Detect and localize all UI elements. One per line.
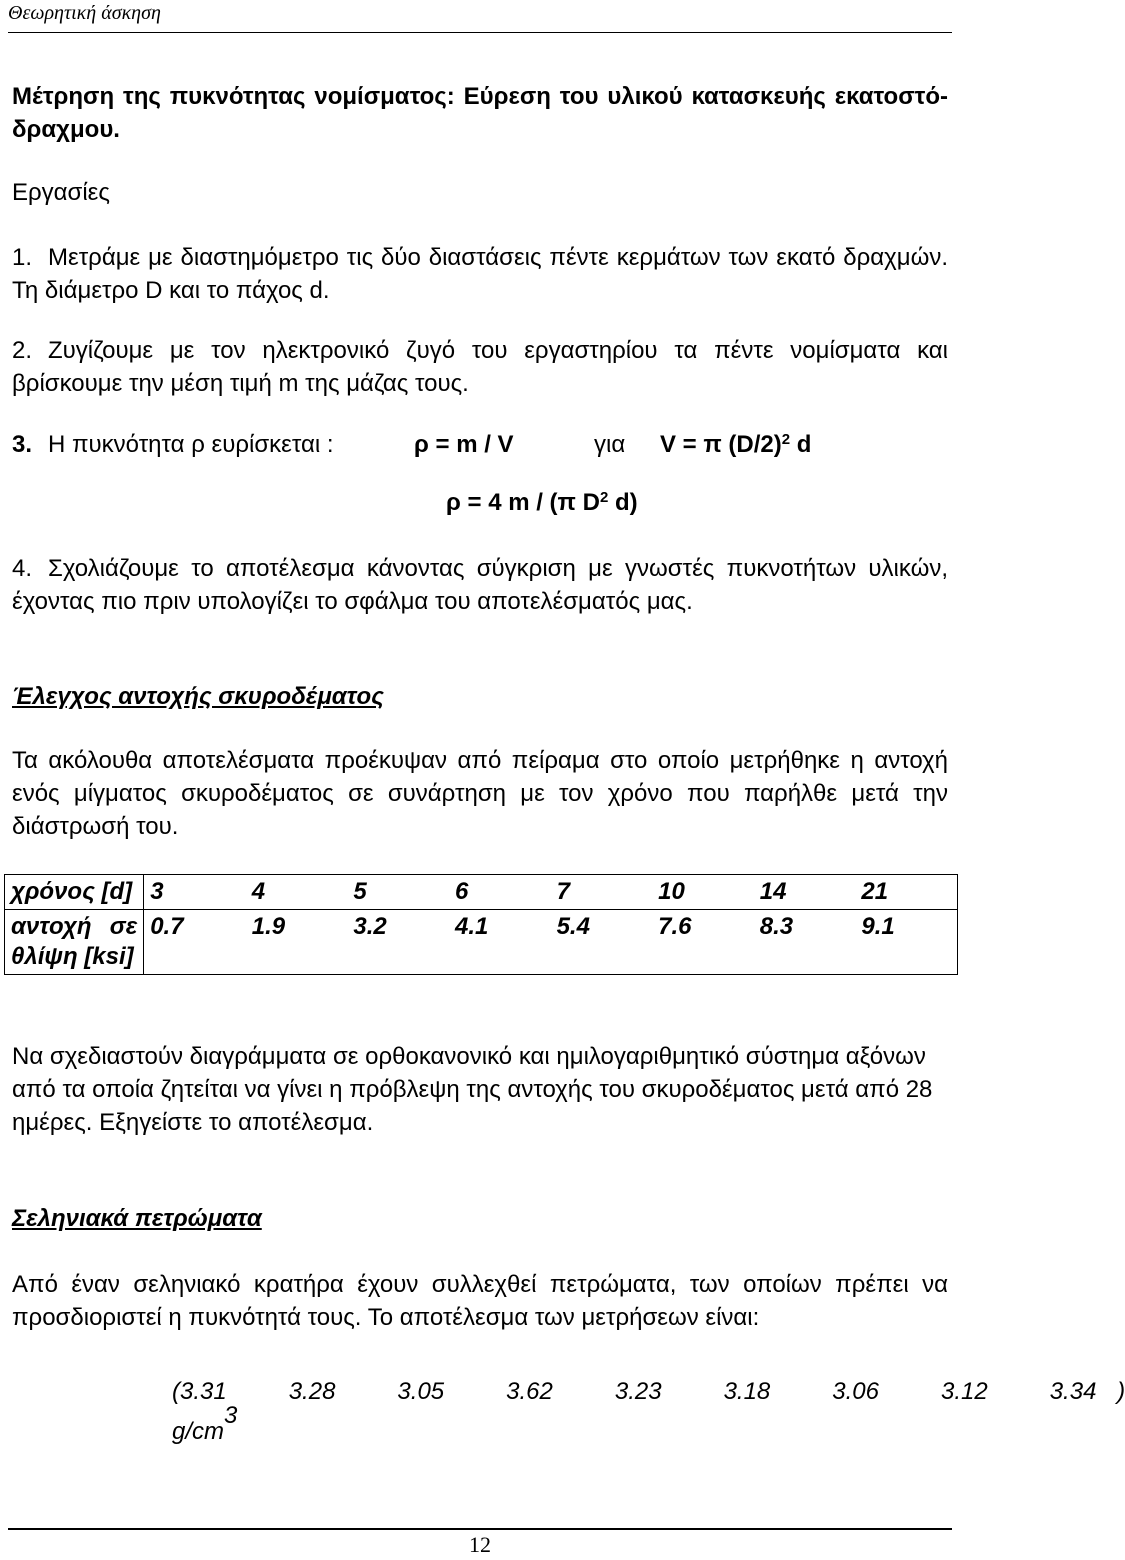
task-text: Η πυκνότητα ρ ευρίσκεται : bbox=[48, 431, 334, 458]
section2-intro: Τα ακόλουθα αποτελέσματα προέκυψαν από πείραμα στο οποίο μετρήθηκε η αντοχή ενός μίγματος σκυροδέματος σε συνάρτηση με τον χρόνο που παρήλθε μετά την διάστρωσή του. bbox=[12, 747, 948, 840]
task-number: 2. bbox=[12, 337, 33, 364]
formula-for-word: για bbox=[594, 431, 626, 458]
section2-task: Να σχεδιαστούν διαγράμματα σε ορθοκανονικό και ημιλογαριθμητικό σύστημα αξόνων από τα οποία ζητείται να γίνει η πρόβλεψη της αντοχής του σκυροδέματος μετά από 28 ημέρες. Εξηγείστε το αποτέλεσμα. bbox=[12, 1043, 933, 1136]
measurement-values: (3.31 3.28 3.05 3.62 3.23 3.18 3.06 3.12 3.34 ) bbox=[172, 1378, 1125, 1405]
table-row bbox=[5, 875, 958, 910]
running-header: Θεωρητική άσκηση bbox=[8, 2, 161, 24]
volume-formula-tail: d bbox=[790, 431, 812, 458]
table-cell: 5 bbox=[347, 875, 449, 910]
row-header-time: χρόνος [d] bbox=[5, 875, 144, 910]
table-cell: 21 bbox=[855, 875, 957, 910]
task-number: 1. bbox=[12, 244, 33, 271]
section1-title: Μέτρηση της πυκνότητας νομίσματος: Εύρεση του υλικού κατασκευής εκατοστό-δραχμου. bbox=[12, 83, 948, 143]
combined-formula-tail: d) bbox=[608, 489, 638, 516]
task-text: Ζυγίζουμε με τον ηλεκτρονικό ζυγό του εργαστηρίου τα πέντε νομίσματα και βρίσκουμε την μέση τιμή m της μάζας τους. bbox=[12, 337, 948, 397]
task-text: Σχολιάζουμε το αποτέλεσμα κάνοντας σύγκριση με γνωστές πυκνοτήτων υλικών, έχοντας πιο πριν υπολογίζει το σφάλμα του αποτελέσματός μας. bbox=[12, 555, 948, 615]
density-unit-base: g/cm bbox=[172, 1418, 225, 1445]
table-cell: 4 bbox=[246, 875, 348, 910]
footer-rule bbox=[8, 1528, 952, 1530]
task-item-2 bbox=[12, 334, 948, 400]
table-cell: 8.3 bbox=[754, 910, 856, 975]
section3-title: Σεληνιακά πετρώματα bbox=[12, 1205, 262, 1232]
table-cell: 6 bbox=[449, 875, 551, 910]
task-number: 3. bbox=[12, 431, 33, 458]
table-cell: 1.9 bbox=[246, 910, 348, 975]
row-header-strength: αντοχή σε θλίψη [ksi] bbox=[5, 910, 144, 975]
combined-formula-exponent: 2 bbox=[599, 489, 609, 506]
table-row bbox=[5, 910, 958, 975]
density-formula: ρ = m / V bbox=[414, 431, 514, 458]
volume-formula-base: V = π (D/2) bbox=[660, 431, 782, 458]
section3-intro: Από έναν σεληνιακό κρατήρα έχουν συλλεχθεί πετρώματα, των οποίων πρέπει να προσδιοριστεί η πυκνότητά τους. Το αποτέλεσμα των μετρήσεων είναι: bbox=[12, 1271, 948, 1331]
section2-title: Έλεγχος αντοχής σκυροδέματος bbox=[12, 683, 384, 710]
table-cell: 14 bbox=[754, 875, 856, 910]
table-cell: 9.1 bbox=[855, 910, 957, 975]
table-cell: 3 bbox=[144, 875, 246, 910]
table-cell: 4.1 bbox=[449, 910, 551, 975]
table-cell: 7 bbox=[551, 875, 653, 910]
volume-formula-exponent: 2 bbox=[781, 431, 791, 448]
table-cell: 0.7 bbox=[144, 910, 246, 975]
task-number: 4. bbox=[12, 555, 33, 582]
header-rule bbox=[8, 32, 952, 33]
table-cell: 3.2 bbox=[347, 910, 449, 975]
task-text: Μετράμε με διαστημόμετρο τις δύο διαστάσεις πέντε κερμάτων των εκατό δραχμών. Τη διάμετρο D και το πάχος d. bbox=[12, 244, 948, 304]
task-item-4 bbox=[12, 552, 948, 618]
table-cell: 5.4 bbox=[551, 910, 653, 975]
table-cell: 10 bbox=[652, 875, 754, 910]
volume-formula bbox=[660, 428, 811, 461]
concrete-data-table bbox=[4, 874, 958, 975]
density-unit bbox=[172, 1402, 238, 1445]
density-unit-exponent: 3 bbox=[224, 1402, 238, 1429]
rock-density-measurements bbox=[172, 1372, 1125, 1452]
task-item-1 bbox=[12, 241, 948, 307]
table-cell: 7.6 bbox=[652, 910, 754, 975]
combined-formula-base: ρ = 4 m / (π D bbox=[446, 489, 600, 516]
page-number: 12 bbox=[469, 1532, 491, 1557]
combined-formula bbox=[446, 486, 638, 519]
tasks-label: Εργασίες bbox=[12, 179, 110, 206]
